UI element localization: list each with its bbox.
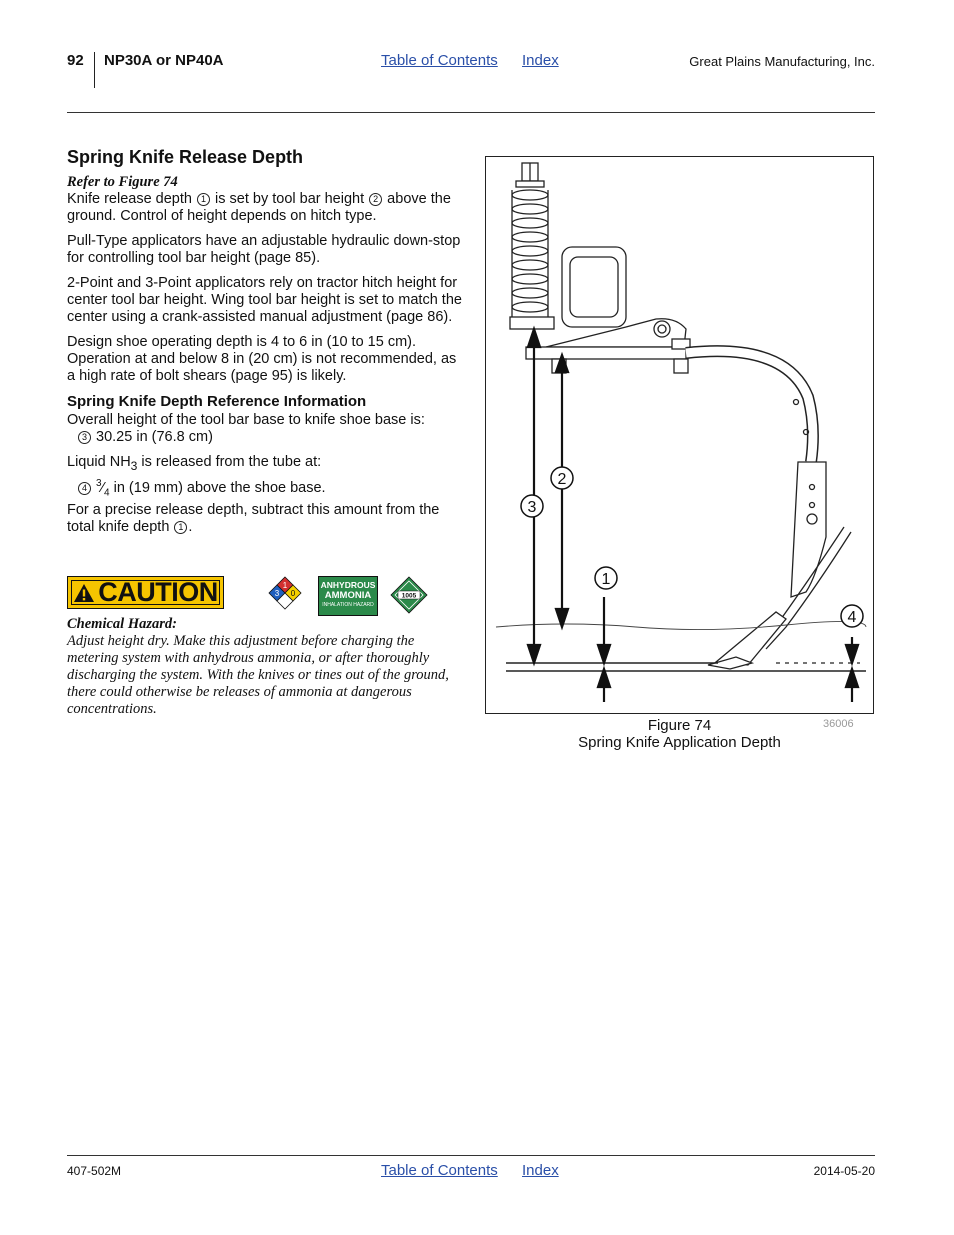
reference-line-5 bbox=[67, 502, 462, 536]
callout-4-inline: 4 bbox=[78, 482, 91, 495]
warning-triangle-icon bbox=[73, 583, 95, 603]
anhydrous-line-2: AMMONIA bbox=[324, 590, 372, 601]
anhydrous-line-1: ANHYDROUS bbox=[320, 580, 376, 590]
p1-text-b: is set by tool bar height bbox=[210, 191, 369, 207]
figure-reference: Refer to Figure 74 bbox=[67, 174, 178, 190]
release-offset-text: in (19 mm) above the shoe base. bbox=[109, 479, 326, 496]
spring-coils bbox=[512, 190, 548, 312]
reference-line-5-end: . bbox=[188, 518, 193, 535]
callout-1-label: 1 bbox=[601, 571, 611, 588]
footer-rule bbox=[67, 1155, 875, 1156]
p1-text-c: above the ground. Control of height depends on hitch type. bbox=[67, 191, 451, 224]
callout-2-inline: 2 bbox=[369, 193, 382, 206]
figure-title: Spring Knife Application Depth bbox=[578, 734, 781, 751]
header-company: Great Plains Manufacturing, Inc. bbox=[689, 54, 875, 69]
paragraph-pull-type: Pull-Type applicators have an adjustable hydraulic down-stop for controlling tool bar height (page 85). bbox=[67, 233, 461, 266]
callout-2-label: 2 bbox=[557, 471, 567, 488]
reference-line-4: 4 $^3⁄_4$ in (19 mm) above the shoe base. bbox=[67, 475, 462, 502]
anhydrous-ammonia-label bbox=[318, 576, 378, 616]
nfpa-flammability: 1 bbox=[282, 581, 288, 590]
paragraph-design-depth: Design shoe operating depth is 4 to 6 in (10 to 15 cm). Operation at and below 8 in (20 cm) is not recommended, as a high rate of bolt shears (page 95) is likely. bbox=[67, 334, 457, 384]
dot-placard-icon bbox=[390, 576, 428, 614]
spring-knife-illustration bbox=[486, 157, 873, 713]
figure-frame bbox=[485, 156, 874, 714]
figure-number: Figure 74 bbox=[647, 717, 712, 734]
reference-line-2 bbox=[67, 429, 462, 446]
reference-line-5-text: For a precise release depth, subtract this amount from the total knife depth bbox=[67, 501, 440, 535]
callout-3-label: 3 bbox=[527, 499, 537, 516]
paragraph-knife-depth bbox=[67, 191, 462, 225]
reference-height-value: 30.25 in (76.8 cm) bbox=[92, 429, 213, 445]
header-toc-link[interactable]: Table of Contents bbox=[381, 52, 498, 69]
footer-date: 2014-05-20 bbox=[813, 1164, 875, 1178]
callout-3-inline: 3 bbox=[78, 431, 91, 444]
caution-badge bbox=[67, 576, 224, 609]
p1-text-a: Knife release depth bbox=[67, 191, 196, 207]
nfpa-health: 3 bbox=[274, 589, 280, 598]
reference-line-1: Overall height of the tool bar base to knife shoe base is: bbox=[67, 412, 425, 428]
nh3-subscript: 3 bbox=[130, 458, 138, 473]
callout-1-inline: 1 bbox=[197, 193, 210, 206]
nh3-text: Liquid NH bbox=[67, 454, 131, 470]
footer-toc-link[interactable]: Table of Contents bbox=[381, 1162, 498, 1179]
fraction-numerator: 3 bbox=[96, 477, 102, 489]
page-number: 92 bbox=[67, 52, 84, 69]
header-model: NP30A or NP40A bbox=[104, 52, 224, 69]
hazard-title: Chemical Hazard: bbox=[67, 616, 177, 632]
fraction-denominator: 4 bbox=[104, 487, 110, 499]
nfpa-diamond-icon bbox=[267, 576, 303, 612]
header-index-link[interactable]: Index bbox=[522, 52, 559, 69]
paragraph-hitch: 2-Point and 3-Point applicators rely on tractor hitch height for center tool bar height. Wing tool bar height is set to match the center using a crank-assisted manual adjustment (page 86). bbox=[67, 275, 462, 325]
hazard-text: Adjust height dry. Make this adjustment before charging the metering system with anhydrous ammonia, or after thoroughly discharging the system. With the knives or tines out of the ground, there could otherwise be releases of ammonia at dangerous concentrations. bbox=[67, 633, 449, 717]
section-title: Spring Knife Release Depth bbox=[67, 147, 304, 167]
caution-label: CAUTION bbox=[98, 577, 218, 607]
footer-doc-number: 407-502M bbox=[67, 1164, 122, 1178]
figure-code: 36006 bbox=[823, 718, 854, 730]
reference-subhead: Spring Knife Depth Reference Information bbox=[67, 393, 367, 410]
nfpa-reactivity: 0 bbox=[290, 589, 296, 598]
footer-index-link[interactable]: Index bbox=[522, 1162, 559, 1179]
callout-4-label: 4 bbox=[847, 609, 857, 626]
callout-1-inline-b: 1 bbox=[174, 521, 187, 534]
figure-caption bbox=[485, 717, 874, 751]
reference-line-3 bbox=[67, 454, 462, 475]
anhydrous-line-3: INHALATION HAZARD bbox=[322, 602, 374, 608]
section-body bbox=[67, 149, 462, 536]
placard-number: 1005 bbox=[401, 592, 417, 600]
header-rule bbox=[67, 112, 875, 113]
nh3-text-b: is released from the tube at: bbox=[137, 454, 322, 470]
header-separator bbox=[94, 52, 95, 88]
